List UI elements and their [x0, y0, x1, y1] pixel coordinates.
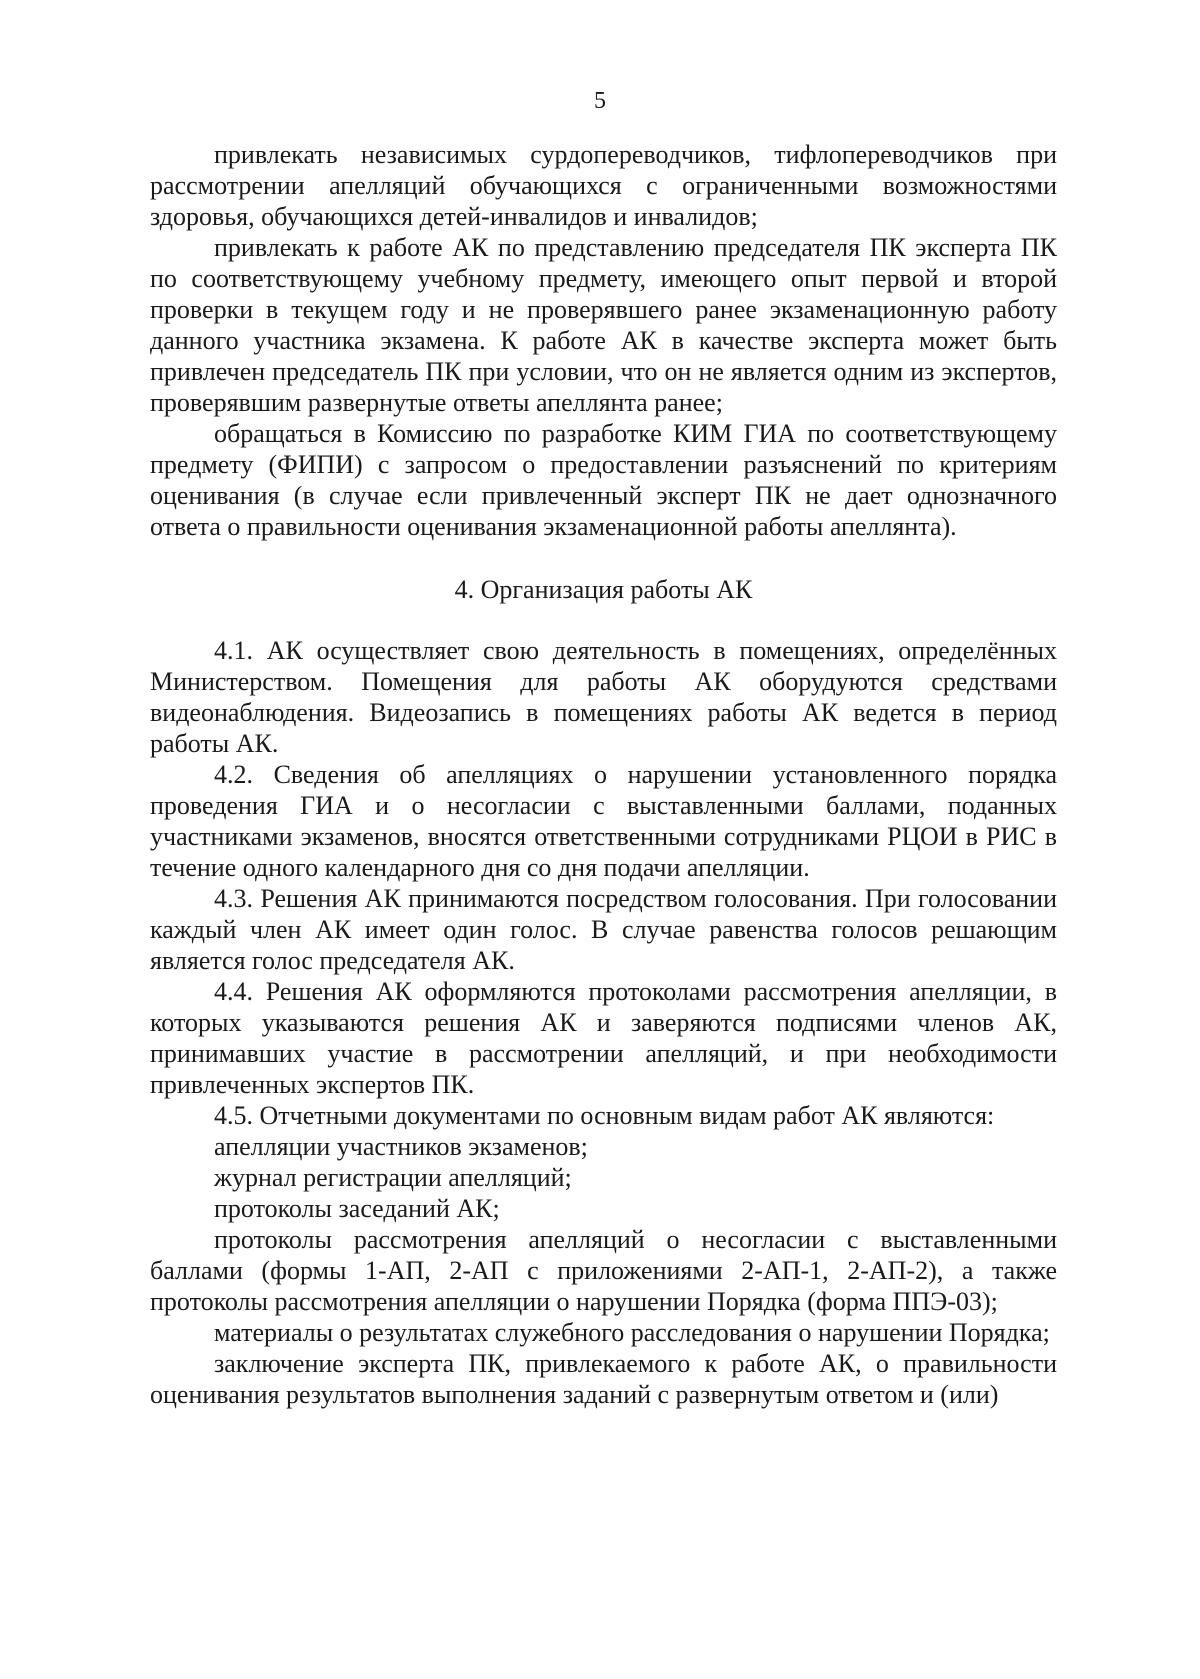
- organization-section: [150, 635, 1057, 1410]
- list-item: протоколы заседаний АК;: [214, 1194, 500, 1223]
- intro-section: [150, 139, 1057, 542]
- paragraph: 4.4. Решения АК оформляются протоколами рассмотрения апелляции, в которых указываются решения АК и заверяются подписями членов АК, принимавших участие в рассмотрении апелляций, и при необходимости привлеченных экспертов ПК.: [150, 977, 1057, 1099]
- section-heading: 4. Организация работы АК: [454, 575, 753, 604]
- list-item: заключение эксперта ПК, привлекаемого к работе АК, о правильности оценивания результатов выполнения заданий с развернутым ответом и (или): [150, 1349, 1057, 1409]
- paragraph: 4.1. АК осуществляет свою деятельность в помещениях, определённых Министерством. Помещения для работы АК оборудуются средствами видеонаблюдения. Видеозапись в помещениях работы АК ведется в период работы АК.: [150, 636, 1057, 758]
- list-item: материалы о результатах служебного расследования о нарушении Порядка;: [214, 1318, 1050, 1347]
- page-number: 5: [594, 88, 606, 114]
- list-item: протоколы рассмотрения апелляций о несогласии с выставленными баллами (формы 1-АП, 2-АП с приложениями 2-АП-1, 2-АП-2), а также протоколы рассмотрения апелляции о нарушении Порядка (форма ППЭ-03);: [150, 1225, 1057, 1316]
- paragraph: 4.3. Решения АК принимаются посредством голосования. При голосовании каждый член АК имеет один голос. В случае равенства голосов решающим является голос председателя АК.: [150, 884, 1057, 975]
- document-body: [150, 139, 1057, 1410]
- list-item: апелляции участников экзаменов;: [214, 1132, 588, 1161]
- list-item: журнал регистрации апелляций;: [214, 1163, 572, 1192]
- paragraph: обращаться в Комиссию по разработке КИМ ГИА по соответствующему предмету (ФИПИ) с запросом о предоставлении разъяснений по критериям оценивания (в случае если привлеченный эксперт ПК не дает однозначного ответа о правильности оценивания экзаменационной работы апеллянта).: [150, 419, 1057, 541]
- paragraph: привлекать к работе АК по представлению председателя ПК эксперта ПК по соответствующему учебному предмету, имеющего опыт первой и второй проверки в текущем году и не проверявшего ранее экзаменационную работу данного участника экзамена. К работе АК в качестве эксперта может быть привлечен председатель ПК при условии, что он не является одним из экспертов, проверявшим развернутые ответы апеллянта ранее;: [150, 233, 1057, 417]
- paragraph: 4.2. Сведения об апелляциях о нарушении установленного порядка проведения ГИА и о несогласии с выставленными баллами, поданных участниками экзаменов, вносятся ответственными сотрудниками РЦОИ в РИС в течение одного календарного дня со дня подачи апелляции.: [150, 760, 1057, 882]
- paragraph: 4.5. Отчетными документами по основным видам работ АК являются:: [214, 1101, 995, 1130]
- paragraph: привлекать независимых сурдопереводчиков, тифлопереводчиков при рассмотрении апелляций обучающихся с ограниченными возможностями здоровья, обучающихся детей-инвалидов и инвалидов;: [150, 140, 1057, 231]
